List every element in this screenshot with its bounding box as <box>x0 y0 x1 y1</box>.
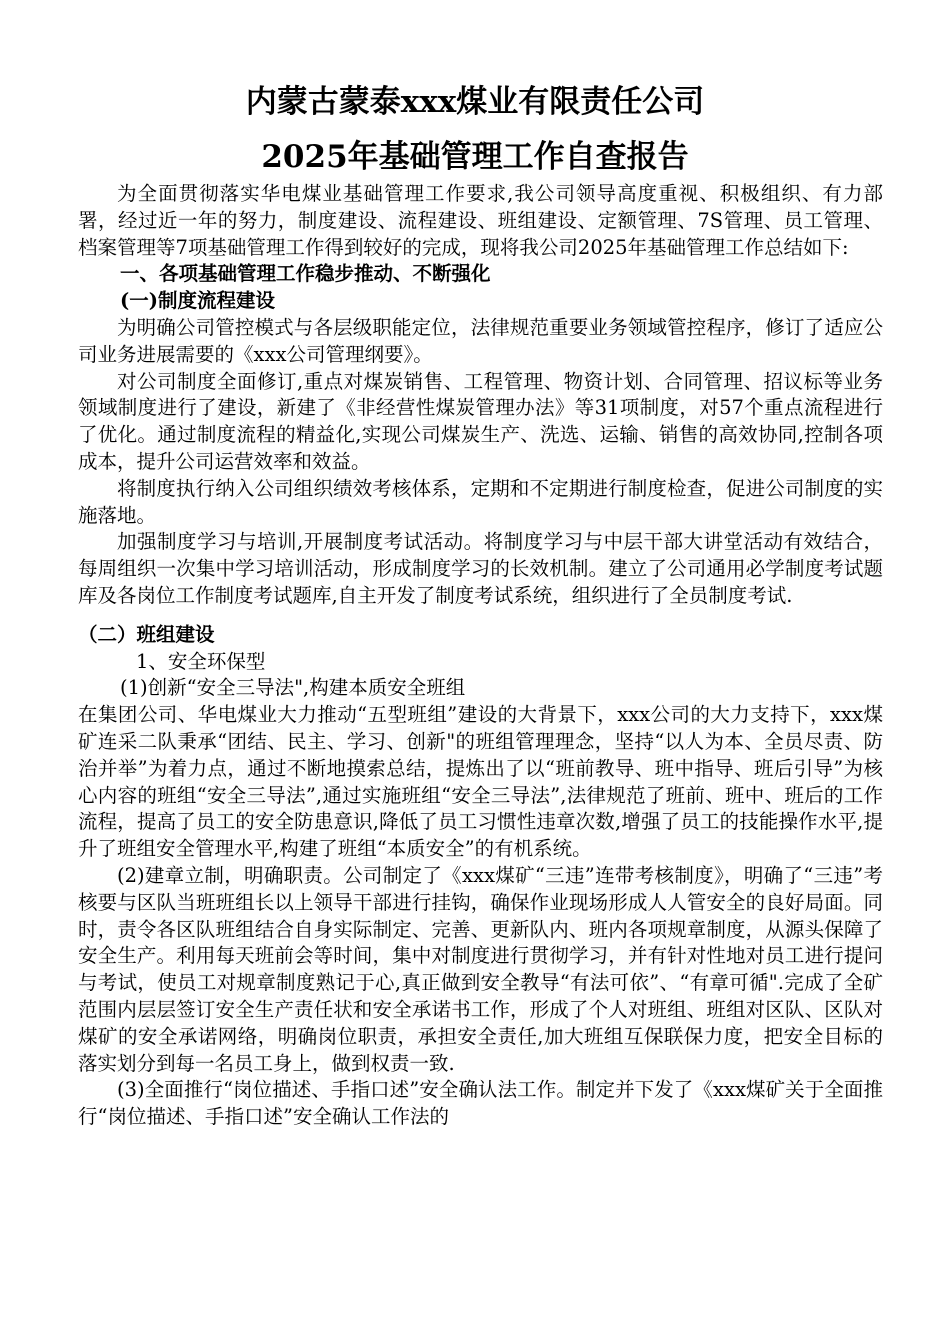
item-2-paragraph: (2)建章立制，明确职责。公司制定了《xxx煤矿“三违”连带考核制度》，明确了“三违”考核要与区队当班班组长以上领导干部进行挂钩，确保作业现场形成人人管安全的良好局面。同时，责令各区队班组结合自身实际制定、完善、更新队内、班内各项规章制度，从源头保障了安全生产。利用每天班前会等时间，集中对制度进行贯彻学习，并有针对性地对员工进行提问与考试，使员工对规章制度熟记于心,真正做到安全教导“有法可依”、“有章可循".完成了全矿范围内层层签订安全生产责任状和安全承诺书工作，形成了个人对班组、班组对区队、区队对煤矿的安全承诺网络，明确岗位职责，承担安全责任,加大班组互保联保力度，把安全目标的落实划分到每一名员工身上，做到权责一致. <box>78 863 883 1075</box>
section-heading-1-2: （二）班组建设 <box>78 622 215 646</box>
document-title-line1: 内蒙古蒙泰xxx煤业有限责任公司 <box>245 84 705 120</box>
item-1-body: 在集团公司、华电煤业大力推动“五型班组”建设的大背景下，xxx公司的大力支持下，xxx煤矿连采二队秉承“团结、民主、学习、创新"的班组管理理念，坚持“以人为本、全员尽责、防治并举”为着力点，通过不断地摸索总结，提炼出了以“班前教导、班中指导、班后引导”为核心内容的班组“安全三导法”,通过实施班组“安全三导法”,法律规范了班前、班中、班后的工作流程，提高了员工的安全防患意识,降低了员工习惯性违章次数,增强了员工的技能操作水平,提升了班组安全管理水平,构建了班组“本质安全”的有机系统。 <box>78 703 883 861</box>
paragraph-2: 对公司制度全面修订,重点对煤炭销售、工程管理、物资计划、合同管理、招议标等业务领域制度进行了建设，新建了《非经营性煤炭管理办法》等31项制度，对57个重点流程进行了优化。通过制度流程的精益化,实现公司煤炭生产、洗选、运输、销售的高效协同,控制各项成本，提升公司运营效率和效益。 <box>78 369 883 473</box>
item-1-heading: (1)创新“安全三导法",构建本质安全班组 <box>120 676 466 700</box>
paragraph-4: 加强制度学习与培训,开展制度考试活动。将制度学习与中层干部大讲堂活动有效结合，每周组织一次集中学习培训活动，形成制度学习的长效机制。建立了公司通用必学制度考试题库及各岗位工作制度考试题库,自主开发了制度考试系统，组织进行了全员制度考试. <box>78 530 883 607</box>
intro-paragraph: 为全面贯彻落实华电煤业基础管理工作要求,我公司领导高度重视、积极组织、有力部署，经过近一年的努力，制度建设、流程建设、班组建设、定额管理、7S管理、员工管理、档案管理等7项基础管理工作得到较好的完成，现将我公司2025年基础管理工作总结如下: <box>78 182 883 259</box>
sub-heading-1: 1、安全环保型 <box>136 649 266 673</box>
item-3-paragraph: (3)全面推行“岗位描述、手指口述”安全确认法工作。制定并下发了《xxx煤矿关于全面推行“岗位描述、手指口述”安全确认工作法的 <box>78 1078 883 1129</box>
section-heading-1: 一、各项基础管理工作稳步推动、不断强化 <box>120 262 491 286</box>
document-body <box>78 181 883 1131</box>
paragraph-1: 为明确公司管控模式与各层级职能定位，法律规范重要业务领域管控程序，修订了适应公司业务进展需要的《xxx公司管理纲要》。 <box>78 315 883 366</box>
section-heading-1-1: (一)制度流程建设 <box>120 289 275 313</box>
document-title-line2: 2025年基础管理工作自查报告 <box>261 139 689 175</box>
paragraph-3: 将制度执行纳入公司组织绩效考核体系，定期和不定期进行制度检查，促进公司制度的实施落地。 <box>78 476 883 527</box>
